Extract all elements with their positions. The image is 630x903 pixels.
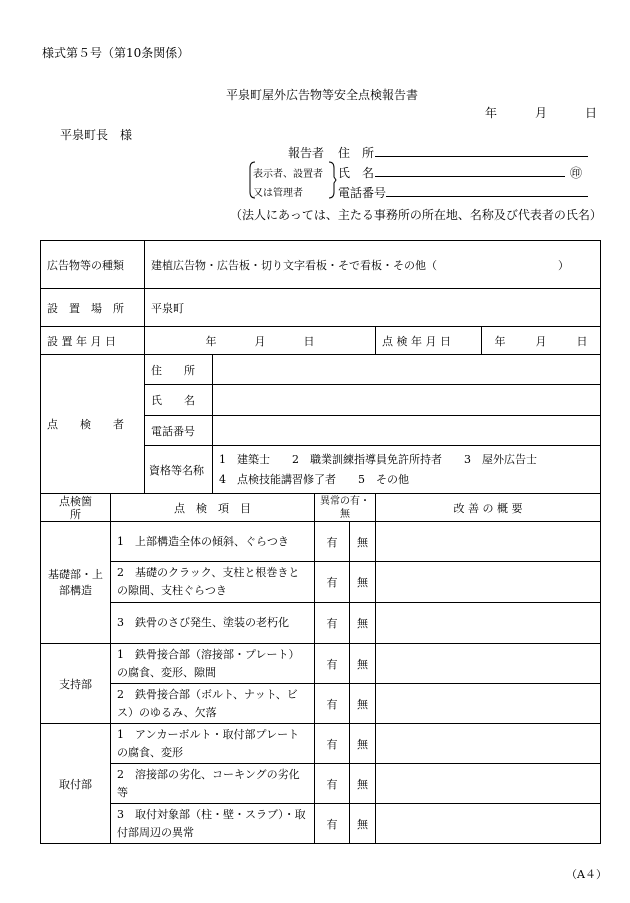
row-dates	[41, 327, 601, 355]
reporter-address-field[interactable]	[375, 144, 588, 157]
form-number: 様式第５号（第10条関係）	[42, 46, 190, 60]
check-item: 1 上部構造全体の傾斜、ぐらつき	[111, 522, 315, 562]
inspect-month: 月	[535, 334, 547, 348]
table-row	[41, 644, 601, 684]
check-item: 2 溶接部の劣化、コーキングの劣化等	[111, 764, 315, 804]
group-name: 取付部	[41, 724, 111, 844]
inspector-phone-value[interactable]	[213, 416, 601, 446]
yes-option[interactable]: 有	[315, 684, 350, 724]
seal-mark: ㊞	[570, 166, 583, 180]
no-option[interactable]: 無	[350, 724, 376, 764]
table-row	[41, 724, 601, 764]
place-value[interactable]: 平泉町	[145, 289, 601, 327]
improvement-cell[interactable]	[376, 644, 601, 684]
reporter-sub1: 表示者、設置者	[253, 169, 323, 180]
yes-option[interactable]: 有	[315, 724, 350, 764]
no-option[interactable]: 無	[350, 644, 376, 684]
improvement-cell[interactable]	[376, 684, 601, 724]
no-option[interactable]: 無	[350, 522, 376, 562]
inspector-name-label: 氏 名	[145, 385, 213, 416]
reporter-name-label: 氏 名	[338, 166, 375, 180]
no-option[interactable]: 無	[350, 603, 376, 644]
type-label: 広告物等の種類	[41, 241, 145, 289]
inspection-table	[40, 240, 601, 844]
improvement-cell[interactable]	[376, 804, 601, 844]
check-item: 3 鉄骨のさび発生、塗装の老朽化	[111, 603, 315, 644]
corporate-note: （法人にあっては、主たる事務所の所在地、名称及び代表者の氏名）	[230, 208, 602, 222]
location-header: 点検箇所	[41, 494, 111, 522]
improvement-cell[interactable]	[376, 724, 601, 764]
inspect-year: 年	[494, 334, 506, 348]
qual-line-1: 1 建築士 2 職業訓練指導員免許所持者 3 屋外広告士	[219, 452, 537, 466]
improvement-header: 改 善 の 概 要	[376, 494, 601, 522]
inspect-date-label: 点 検 年 月 日	[376, 327, 482, 355]
no-option[interactable]: 無	[350, 804, 376, 844]
reporter-sub2: 又は管理者	[253, 188, 303, 199]
group-name: 基礎部・上部構造	[41, 522, 111, 644]
paper-size: （A４）	[566, 868, 607, 881]
reporter-phone-label: 電話番号	[338, 186, 387, 200]
reporter-name-field[interactable]	[375, 164, 565, 177]
no-option[interactable]: 無	[350, 764, 376, 804]
inspector-name-value[interactable]	[213, 385, 601, 416]
check-item: 2 鉄骨接合部（ボルト、ナット、ビス）のゆるみ、欠落	[111, 684, 315, 724]
reporter-phone-field[interactable]	[386, 184, 588, 197]
reporter-address-label: 住 所	[338, 146, 375, 160]
check-item: 2 基礎のクラック、支柱と根巻きとの隙間、支柱ぐらつき	[111, 562, 315, 603]
table-row	[41, 764, 601, 804]
report-date	[485, 104, 597, 121]
improvement-cell[interactable]	[376, 603, 601, 644]
place-label: 設 置 場 所	[41, 289, 145, 327]
inspector-phone-label: 電話番号	[145, 416, 213, 446]
qual-value[interactable]	[213, 446, 601, 494]
install-month: 月	[254, 334, 266, 348]
check-item: 1 鉄骨接合部（溶接部・プレート）の腐食、変形、隙間	[111, 644, 315, 684]
table-row	[41, 804, 601, 844]
table-row	[41, 684, 601, 724]
items-header: 点 検 項 目	[111, 494, 315, 522]
improvement-cell[interactable]	[376, 764, 601, 804]
yes-option[interactable]: 有	[315, 603, 350, 644]
yes-option[interactable]: 有	[315, 804, 350, 844]
document-title: 平泉町屋外広告物等安全点検報告書	[226, 88, 419, 102]
yes-option[interactable]: 有	[315, 562, 350, 603]
yes-option[interactable]: 有	[315, 764, 350, 804]
addressee: 平泉町長 様	[60, 128, 133, 142]
improvement-cell[interactable]	[376, 562, 601, 603]
row-place	[41, 289, 601, 327]
no-option[interactable]: 無	[350, 684, 376, 724]
date-month: 月	[535, 106, 548, 120]
table-row	[41, 562, 601, 603]
install-day: 日	[303, 334, 315, 348]
reporter-label: 報告者	[288, 146, 325, 160]
inspect-day: 日	[576, 334, 588, 348]
row-inspector-address	[41, 355, 601, 385]
abnormal-header: 異常の有・無	[315, 494, 376, 522]
check-item: 1 アンカーボルト・取付部プレートの腐食、変形	[111, 724, 315, 764]
inspector-label: 点 検 者	[41, 355, 145, 494]
table-row	[41, 603, 601, 644]
install-date-label: 設 置 年 月 日	[41, 327, 145, 355]
no-option[interactable]: 無	[350, 562, 376, 603]
check-header-row	[41, 494, 601, 522]
improvement-cell[interactable]	[376, 522, 601, 562]
date-year: 年	[485, 106, 498, 120]
install-date-value[interactable]	[145, 327, 376, 355]
yes-option[interactable]: 有	[315, 644, 350, 684]
check-item: 3 取付対象部（柱・壁・スラブ）・取付部周辺の異常	[111, 804, 315, 844]
qual-label: 資格等名称	[145, 446, 213, 494]
inspector-address-label: 住 所	[145, 355, 213, 385]
inspector-address-value[interactable]	[213, 355, 601, 385]
qual-line-2: 4 点検技能講習修了者 5 その他	[219, 472, 409, 486]
type-value[interactable]: 建植広告物・広告板・切り文字看板・そで看板・その他（ ）	[145, 241, 601, 289]
install-year: 年	[205, 334, 217, 348]
yes-option[interactable]: 有	[315, 522, 350, 562]
inspect-date-value[interactable]	[482, 327, 601, 355]
group-name: 支持部	[41, 644, 111, 724]
row-type	[41, 241, 601, 289]
date-day: 日	[585, 106, 598, 120]
table-row	[41, 522, 601, 562]
